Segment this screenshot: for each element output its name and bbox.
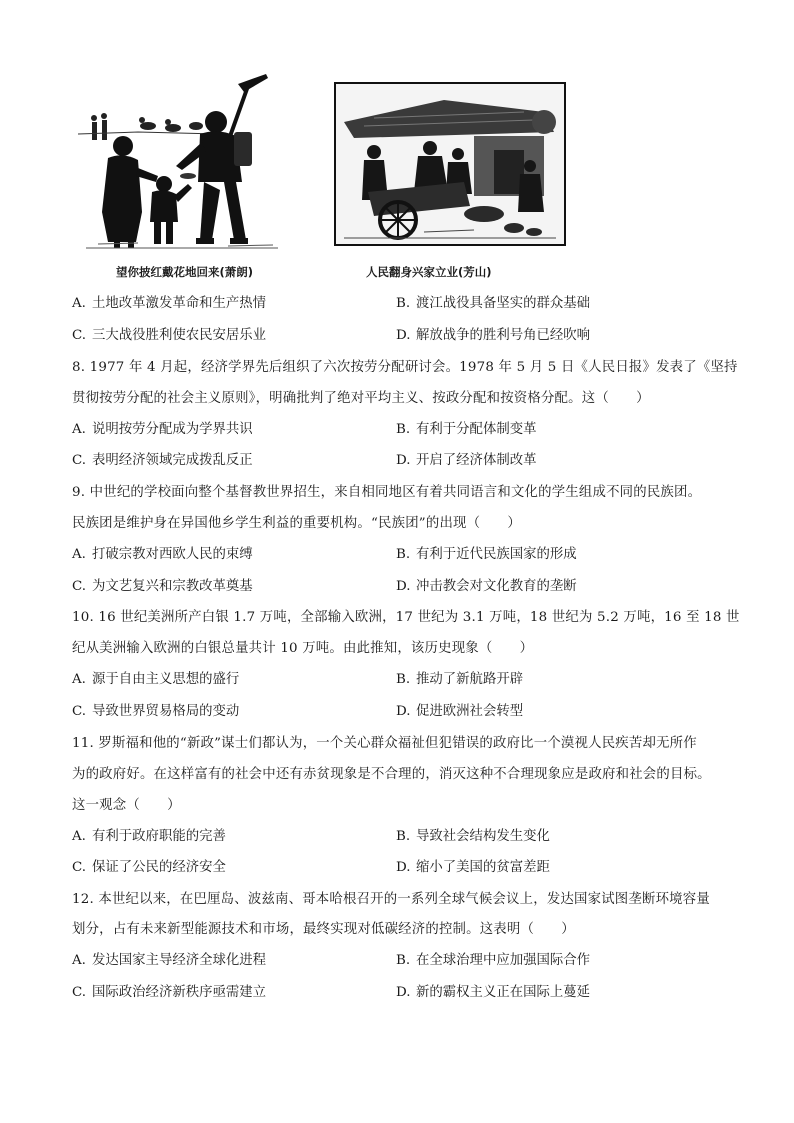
option-letter: C.	[72, 704, 87, 719]
option-b[interactable]	[396, 951, 590, 971]
option-b[interactable]	[396, 827, 550, 847]
option-text: 促进欧洲社会转型	[416, 704, 524, 719]
option-text: 土地改革激发革命和生产热情	[92, 296, 267, 311]
option-text: 渡江战役具备坚实的群众基础	[416, 296, 591, 311]
option-text: 源于自由主义思想的盛行	[92, 672, 240, 687]
option-d[interactable]	[396, 858, 550, 878]
woodcut-farewell-illustration	[78, 72, 288, 252]
option-letter: D.	[396, 985, 411, 1000]
option-c[interactable]	[72, 451, 253, 471]
option-letter: D.	[396, 860, 411, 875]
option-b[interactable]	[396, 545, 577, 565]
option-letter: C.	[72, 328, 87, 343]
option-text: 解放战争的胜利号角已经吹响	[416, 328, 591, 343]
option-text: 发达国家主导经济全球化进程	[92, 953, 267, 968]
option-text: 推动了新航路开辟	[416, 672, 524, 687]
option-text: 在全球治理中应加强国际合作	[416, 953, 591, 968]
option-d[interactable]	[396, 451, 537, 471]
question-9-stem-line: 9. 中世纪的学校面向整个基督教世界招生，来自相同地区有着共同语言和文化的学生组成不同的民族团。	[72, 485, 702, 500]
question-12-stem-line: 划分，占有未来新型能源技术和市场，最终实现对低碳经济的控制。这表明（ ）	[72, 922, 575, 937]
question-11-stem-line: 这一观念（ ）	[72, 798, 181, 813]
option-letter: B.	[396, 829, 411, 844]
option-text: 导致社会结构发生变化	[416, 829, 550, 844]
option-b[interactable]	[396, 294, 590, 314]
question-8-stem-line: 贯彻按劳分配的社会主义原则》，明确批判了绝对平均主义、按政分配和按资格分配。这（ ）	[72, 391, 650, 406]
option-letter: A.	[72, 547, 86, 562]
option-text: 开启了经济体制改革	[416, 453, 537, 468]
option-letter: C.	[72, 453, 87, 468]
question-12-stem-line: 12. 本世纪以来，在巴厘岛、波兹南、哥本哈根召开的一系列全球气候会议上，发达国家试图垄断环境容量	[72, 892, 710, 907]
option-d[interactable]	[396, 577, 577, 597]
figure-caption: 望你披红戴花地回来(萧朗)	[116, 265, 254, 279]
option-a[interactable]	[72, 951, 266, 971]
option-letter: D.	[396, 579, 411, 594]
option-letter: B.	[396, 672, 411, 687]
option-text: 保证了公民的经济安全	[92, 860, 226, 875]
question-8-stem-line: 8. 1977 年 4 月起，经济学界先后组织了六次按劳分配研讨会。1978 年 5 月 5 日《人民日报》发表了《坚持	[72, 360, 738, 375]
option-text: 新的霸权主义正在国际上蔓延	[416, 985, 591, 1000]
option-b[interactable]	[396, 420, 537, 440]
option-text: 冲击教会对文化教育的垄断	[416, 579, 577, 594]
option-letter: A.	[72, 829, 86, 844]
question-10-stem-line: 纪从美洲输入欧洲的白银总量共计 10 万吨。由此推知，该历史现象（ ）	[72, 641, 534, 656]
question-11-stem-line: 11. 罗斯福和他的“新政”谋士们都认为，一个关心群众福祉但犯错误的政府比一个漠视人民疾苦却无所作	[72, 736, 697, 751]
option-letter: D.	[396, 453, 411, 468]
option-d[interactable]	[396, 702, 523, 722]
option-letter: B.	[396, 547, 411, 562]
option-letter: C.	[72, 579, 87, 594]
option-text: 导致世界贸易格局的变动	[92, 704, 240, 719]
option-letter: C.	[72, 860, 87, 875]
option-letter: A.	[72, 422, 86, 437]
option-letter: A.	[72, 953, 86, 968]
option-c[interactable]	[72, 858, 226, 878]
question-11-stem-line: 为的政府好。在这样富有的社会中还有赤贫现象是不合理的，消灭这种不合理现象应是政府和社会的目标。	[72, 767, 711, 782]
option-text: 有利于分配体制变革	[416, 422, 537, 437]
option-letter: B.	[396, 422, 411, 437]
option-text: 三大战役胜利使农民安居乐业	[92, 328, 267, 343]
option-text: 为文艺复兴和宗教改革奠基	[92, 579, 253, 594]
figure-caption: 人民翻身兴家立业(芳山)	[366, 265, 492, 279]
option-text: 国际政治经济新秩序亟需建立	[92, 985, 267, 1000]
option-c[interactable]	[72, 983, 266, 1003]
option-letter: A.	[72, 296, 86, 311]
option-a[interactable]	[72, 420, 253, 440]
option-text: 有利于近代民族国家的形成	[416, 547, 577, 562]
option-letter: D.	[396, 328, 411, 343]
woodcut-village-illustration	[334, 82, 566, 246]
option-d[interactable]	[396, 983, 590, 1003]
option-a[interactable]	[72, 827, 226, 847]
option-letter: D.	[396, 704, 411, 719]
option-d[interactable]	[396, 326, 590, 346]
question-9-stem-line: 民族团是维护身在异国他乡学生利益的重要机构。“民族团”的出现（ ）	[72, 516, 521, 531]
option-letter: B.	[396, 953, 411, 968]
option-text: 说明按劳分配成为学界共识	[92, 422, 253, 437]
option-a[interactable]	[72, 670, 239, 690]
option-text: 打破宗教对西欧人民的束缚	[92, 547, 253, 562]
option-b[interactable]	[396, 670, 523, 690]
option-letter: C.	[72, 985, 87, 1000]
option-a[interactable]	[72, 545, 253, 565]
option-letter: B.	[396, 296, 411, 311]
option-a[interactable]	[72, 294, 266, 314]
question-10-stem-line: 10. 16 世纪美洲所产白银 1.7 万吨，全部输入欧洲，17 世纪为 3.1 万吨，18 世纪为 5.2 万吨，16 至 18 世	[72, 610, 740, 625]
option-text: 缩小了美国的贫富差距	[416, 860, 550, 875]
option-c[interactable]	[72, 702, 239, 722]
option-c[interactable]	[72, 326, 266, 346]
option-c[interactable]	[72, 577, 253, 597]
option-text: 有利于政府职能的完善	[92, 829, 226, 844]
option-letter: A.	[72, 672, 86, 687]
option-text: 表明经济领域完成拨乱反正	[92, 453, 253, 468]
